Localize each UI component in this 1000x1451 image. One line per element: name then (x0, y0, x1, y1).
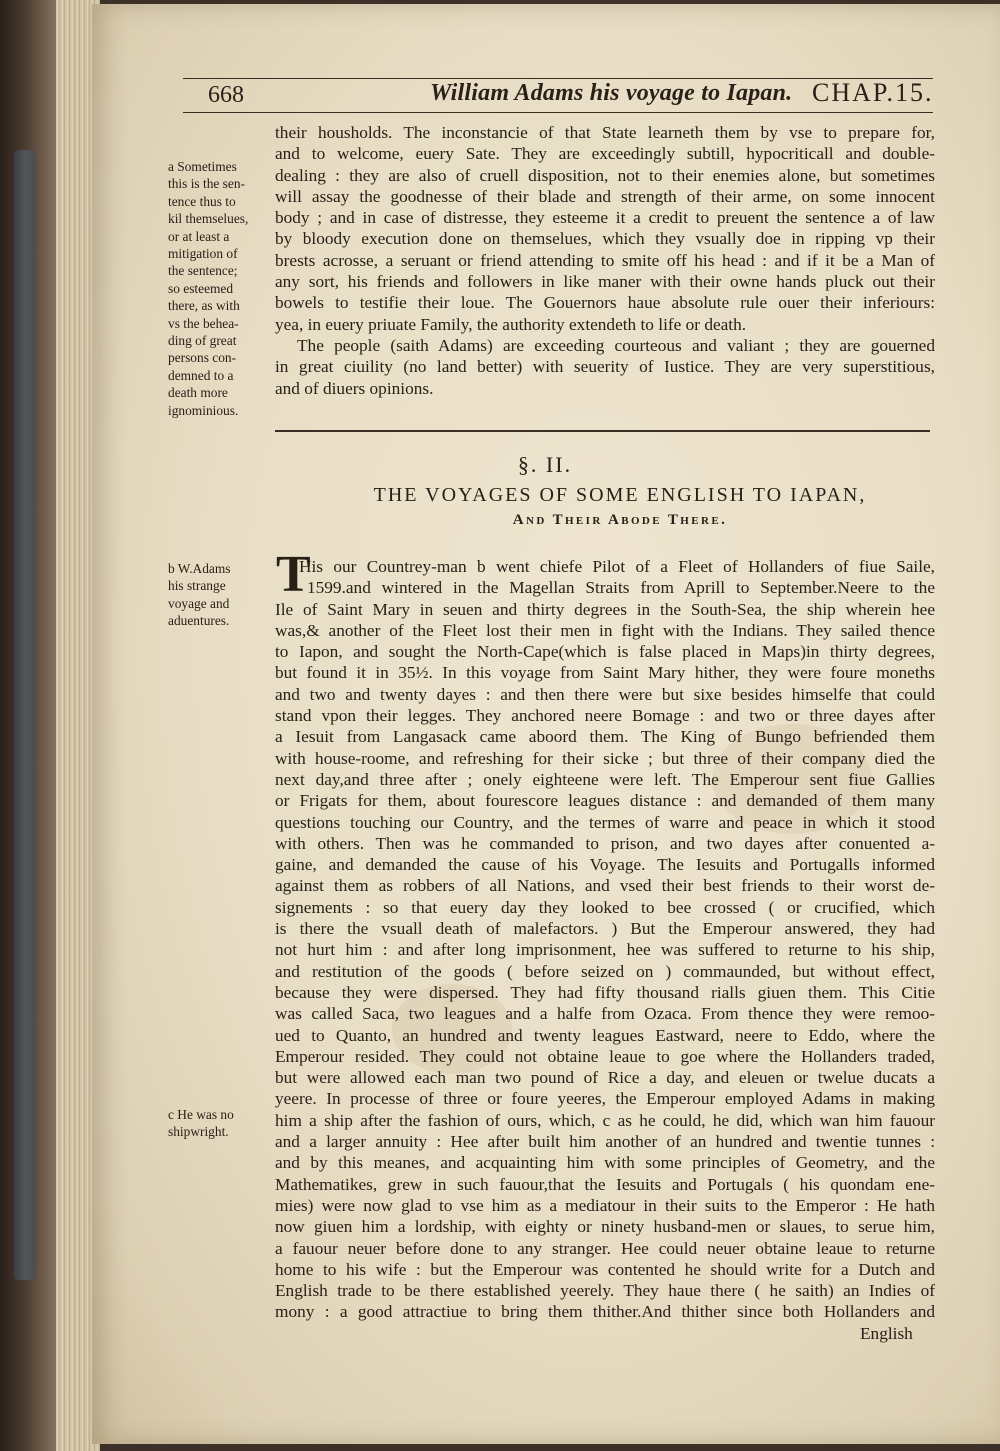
text-line: bowels to testifie their loue. The Gouernors haue absolute rule ouer their inferiours: (275, 293, 935, 313)
text-line: will assay the goodnesse of their blade and strength of their arme, on some innocent (275, 186, 935, 206)
margin-line: shipwright. (168, 1124, 229, 1140)
text-line: yeere. In processe of three or foure yeeres, the Emperour employed Adams in making (275, 1089, 935, 1109)
text-line: questions touching our Country, and the termes of warre and peace in which it stood (275, 812, 935, 832)
paragraph-top (275, 122, 935, 399)
text-line: against them as robbers of all Nations, and vsed their best friends to their worst de- (275, 876, 935, 896)
text-line: ued to Quanto, an hundred and twenty leagues Eastward, neere to Eddo, where the (275, 1025, 935, 1045)
margin-line: persons con- (168, 350, 237, 366)
text-line: The people (saith Adams) are exceeding courteous and valiant ; they are gouerned (297, 335, 935, 355)
text-line: signements : so that euery day they looked to bee crossed ( or crucified, which (275, 897, 935, 917)
margin-line: voyage and (168, 595, 230, 611)
text-line: not hurt him : and after long imprisonment, hee was suffered to returne to his ship, (275, 940, 935, 960)
margin-note-c (168, 1106, 268, 1141)
margin-line: demned to a (168, 367, 234, 383)
running-title: William Adams his voyage to Iapan. (430, 80, 793, 106)
text-line: is there the vsuall death of malefactors. ) But the Emperour answered, they had (275, 919, 935, 939)
header-rule-bottom (183, 112, 933, 113)
text-line: home to his wife : but the Emperour was contented he should write for a Dutch and (275, 1259, 935, 1279)
section-divider-rule (275, 430, 930, 432)
chapter-label: CHAP.15. (812, 78, 934, 107)
margin-line: kil themselues, (168, 211, 249, 227)
text-line: now giuen him a lordship, with eighty or ninety husband-men or slaues, to serue him, (275, 1217, 935, 1237)
margin-line: c He was no (168, 1107, 234, 1122)
margin-line: or at least a (168, 228, 230, 244)
text-line: and a larger annuity : Hee after built him another of an hundred and twentie tunnes : (275, 1132, 935, 1152)
text-line: or Frigats for them, about fourescore leagues distance : and demanded of them many (275, 791, 935, 811)
text-line: mony : a good attractiue to bring them thither.And thither since both Hollanders and (275, 1302, 935, 1322)
text-line: body ; and in case of distresse, they esteeme it a credit to preuent the sentence a of law (275, 208, 935, 228)
text-line: any sort, his friends and followers in like maner with their owne hands pluck out their (275, 272, 935, 292)
text-line: brests acrosse, a seruant or friend attending to smite off his head : and if it be a Man of (275, 250, 935, 270)
text-line: yea, in euery priuate Family, the authority extendeth to life or death. (275, 314, 747, 334)
text-line: was called Saca, two leagues and a halfe from Ozaca. From thence they were remoo- (275, 1004, 935, 1024)
text-line: dealing : they are also of cruell disposition, not to their enemies alone, but sometimes (275, 165, 935, 185)
text-line: mies) were now glad to vse him as a mediatour in their suits to the Emperor : He hath (275, 1195, 935, 1215)
text-line: was,& another of the Fleet lost their men in fight with the Indians. They sailed thence (275, 620, 935, 640)
section-number: §. II. (517, 452, 573, 477)
paragraph-main (275, 556, 935, 1323)
section-subtitle: And Their Abode There. (512, 512, 728, 528)
margin-line: this is the sen- (168, 176, 245, 192)
text-line: and two and twenty dayes : and then there were but sixe besides himselfe that could (275, 684, 935, 704)
text-line: a Iesuit from Langasack came aboord them. The King of Bungo befriended them (275, 727, 935, 747)
margin-line: there, as with (168, 298, 240, 314)
section-title: THE VOYAGES OF SOME ENGLISH TO IAPAN, (373, 484, 867, 506)
catchword: English (860, 1324, 913, 1343)
margin-line: so esteemed (168, 280, 234, 296)
book-spine-strip (14, 150, 36, 1280)
text-line: in great ciuility (no land better) with seuerity of Iustice. They are very superstitious, (275, 357, 935, 377)
margin-line: a Sometimes (168, 159, 237, 174)
text-line: him a ship after the fashion of ours, which, c as he could, he did, which wan him fauour (275, 1110, 935, 1130)
margin-line: mitigation of (168, 246, 238, 262)
text-line: and to welcome, euery Sate. They are exceedingly subtill, hypocriticall and double- (275, 144, 935, 164)
text-line: stand vpon their legges. They anchored neere Bomage : and two or three dayes after (275, 706, 935, 726)
text-line: Ile of Saint Mary in seuen and thirty degrees in the South-Sea, the ship wherein hee (275, 599, 935, 619)
text-line: gaine, and demanded the cause of his Voyage. The Iesuits and Portugalls informed (275, 855, 935, 875)
text-line: their housholds. The inconstancie of that State learneth them by vse to prepare for, (275, 123, 935, 142)
margin-line: ignominious. (168, 402, 239, 418)
text-line: with house-roome, and refreshing for their sicke ; but three of their company died the (275, 748, 935, 768)
margin-line: aduentures. (168, 613, 230, 629)
text-line: Mathematikes, grew in such fauour,that the Iesuits and Portugals ( his quondam ene- (275, 1174, 935, 1194)
text-line: Emperour resided. They could not obtaine leaue to goe where the Hollanders traded, (275, 1046, 935, 1066)
margin-line: b W.Adams (168, 561, 231, 576)
page-number: 668 (208, 82, 244, 108)
text-line: by bloody execution done on themselues, which they vsually doe in ripping vp their (275, 229, 935, 249)
margin-line: tence thus to (168, 193, 236, 209)
margin-note-b (168, 560, 268, 630)
text-line: and of diuers opinions. (275, 378, 434, 398)
text-line: His our Countrey-man b went chiefe Pilot of a Fleet of Hollanders of fiue Saile, (299, 557, 935, 576)
text-line: but were allowed each man two pound of Rice a day, and eleuen or twelue ducats a (275, 1068, 935, 1088)
text-line: with others. Then was he commanded to prison, and two dayes after conuented a- (275, 833, 935, 853)
margin-line: ding of great (168, 333, 237, 349)
text-line: and restitution of the goods ( before seized on ) commaunded, but without effect, (275, 961, 935, 981)
margin-line: the sentence; (168, 263, 238, 279)
margin-note-a (168, 158, 268, 419)
margin-line: vs the behea- (168, 315, 239, 331)
margin-line: death more (168, 385, 228, 401)
text-line: because they were dispersed. They had fifty thousand rialls giuen them. This Citie (275, 982, 935, 1002)
text-line: next day,and three after ; onely eighteene were left. The Emperour sent fiue Gallies (275, 769, 935, 789)
text-line: and by this meanes, and acquainting him with some principles of Geometry, and the (275, 1153, 935, 1173)
text-line: a fauour neuer before done to any stranger. Hee could neuer obtaine leaue to returne (275, 1238, 935, 1258)
text-line: but found it in 35½. In this voyage from Saint Mary hither, they were foure moneths (275, 663, 935, 683)
text-line: English trade to be there established yeerely. They haue there ( he saith) an Indies of (275, 1281, 935, 1301)
text-line: to Iapon, and sought the North-Cape(which is false placed in Maps)in thirty degrees, (275, 642, 935, 662)
text-line: 1599.and wintered in the Magellan Straits from Aprill to September.Neere to the (307, 578, 935, 598)
drop-cap: T (276, 546, 311, 603)
margin-line: his strange (168, 578, 226, 594)
